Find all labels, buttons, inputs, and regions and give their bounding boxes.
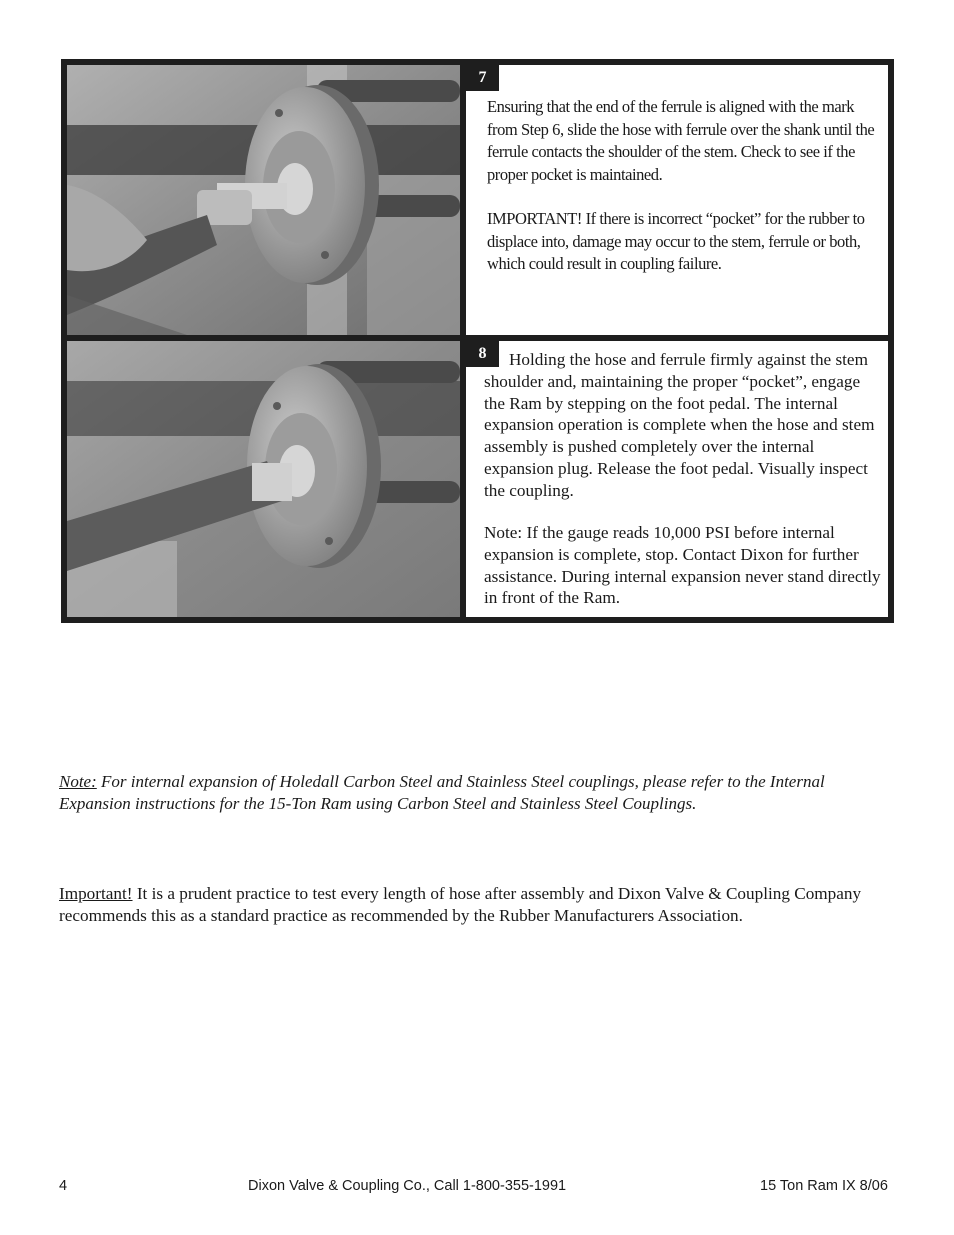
step-8-instruction — [484, 349, 882, 502]
step-7-instruction: Ensuring that the end of the ferrule is aligned with the mark from Step 6, slide the hose with ferrule over the shank until the ferrule contacts the shoulder of the stem. Check to see if the proper pocket is maintained. — [487, 97, 875, 184]
page-number: 4 — [59, 1178, 68, 1194]
step-7-important: IMPORTANT! If there is incorrect “pocket” for the rubber to displace into, damage may occur to the stem, ferrule or both, which could result in coupling failure. — [487, 209, 865, 273]
steps-table — [61, 59, 894, 623]
step-8-instruction-text: Holding the hose and ferrule firmly against the stem shoulder and, maintaining the proper “pocket”, engage the Ram by stepping on the foot pedal. The internal expansion operation is complete when the hose and stem assembly is pushed completely over the internal expansion plug. Release the foot pedal. Visually inspect the coupling. — [484, 350, 875, 500]
step-8-text-cell — [466, 341, 888, 617]
step-7-number: 7 — [466, 65, 499, 91]
footer-doc-id: 15 Ton Ram IX 8/06 — [760, 1178, 888, 1194]
step-8-number: 8 — [466, 341, 499, 367]
important-text: It is a prudent practice to test every length of hose after assembly and Dixon Valve & Coupling Company recommends this as a standard practice as recommended by the Rubber Manufacturers Association. — [59, 884, 862, 925]
note-label: Note: — [59, 772, 97, 791]
important-note — [59, 883, 919, 927]
important-label: Important! — [59, 884, 133, 903]
step-7-photo — [67, 65, 460, 335]
holedall-note — [59, 771, 899, 815]
step-8-photo — [67, 341, 460, 617]
step-7-text-cell — [466, 65, 888, 335]
footer-company: Dixon Valve & Coupling Co., Call 1-800-355-1991 — [248, 1178, 567, 1194]
note-text: For internal expansion of Holedall Carbon Steel and Stainless Steel couplings, please refer to the Internal Expansion instructions for the 15-Ton Ram using Carbon Steel and Stainless Steel Couplings. — [59, 772, 825, 813]
step-8-note: Note: If the gauge reads 10,000 PSI before internal expansion is complete, stop. Contact Dixon for further assistance. During internal expansion never stand directly in front of the Ram. — [484, 523, 881, 608]
